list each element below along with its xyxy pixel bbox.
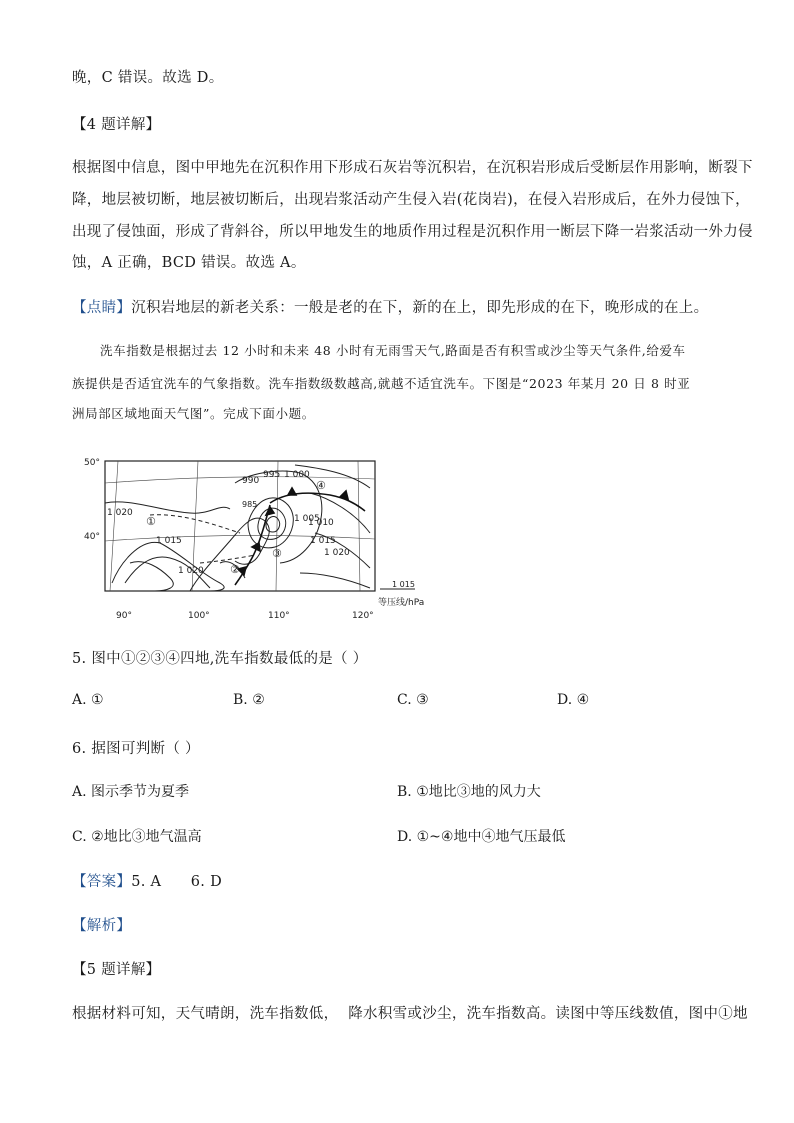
point-4: ④: [316, 479, 326, 492]
q6-stem: 6. 据图可判断（ ）: [72, 741, 200, 757]
q4-heading: 【4 题详解】: [72, 117, 161, 133]
answer-text: 5. A 6. D: [131, 874, 223, 890]
point-1: ①: [146, 515, 156, 528]
tip-line: [72, 296, 708, 317]
isobar-label: 1 020: [107, 508, 133, 518]
lat-label-50: 50°: [84, 458, 100, 468]
isobar-label: 1 020: [178, 566, 204, 576]
legend-value: 1 015: [392, 580, 415, 589]
q5-option-a: A. ①: [72, 692, 104, 708]
q6-option-c: C. ②地比③地气温高: [72, 829, 202, 845]
q4-body-line-2: 降，地层被切断，地层被切断后，出现岩浆活动产生侵入岩(花岗岩)，在侵入岩形成后，在外力侵蚀下，: [72, 192, 750, 208]
q4-body-line-1: 根据图中信息，图中甲地先在沉积作用下形成石灰岩等沉积岩，在沉积岩形成后受断层作用影响，断裂下: [72, 160, 753, 176]
lon-label-110: 110°: [268, 611, 290, 621]
lon-label-90: 90°: [116, 611, 132, 621]
tip-label: 【点睛】: [72, 300, 132, 316]
isobar-label: 990: [242, 476, 260, 486]
isobar-label: 1 020: [324, 548, 350, 558]
material-line-1: 洗车指数是根据过去 12 小时和未来 48 小时有无雨雪天气,路面是否有积雪或沙尘等天气条件,给爱车: [100, 343, 686, 358]
q6-option-a: A. 图示季节为夏季: [72, 784, 190, 800]
isobar-label: 1 015: [156, 536, 182, 546]
answer-line: [72, 870, 222, 891]
q5-option-b: B. ②: [233, 692, 265, 708]
analysis-label: 【解析】: [72, 918, 132, 934]
isobar-label: 1 015: [310, 536, 336, 546]
point-3: ③: [272, 547, 282, 560]
q4-body-line-3: 出现了侵蚀面，形成了背斜谷，所以甲地发生的地质作用过程是沉积作用一断层下降一岩浆活动一外力侵: [72, 224, 753, 240]
parallel-lines: [105, 477, 375, 541]
q4-body-line-4: 蚀，A 正确，BCD 错误。故选 A。: [72, 255, 306, 271]
q6-option-d: D. ①~④地中④地气压最低: [397, 829, 566, 845]
q5-option-d: D. ④: [557, 692, 590, 708]
answer-label: 【答案】: [72, 874, 132, 890]
isobar-label: 985: [242, 500, 258, 509]
isobar-label: 1 010: [308, 518, 334, 528]
tip-text: 沉积岩地层的新老关系：一般是老的在下，新的在上，即先形成的在下，晚形成的在上。: [131, 300, 709, 316]
weather-map: [70, 443, 450, 623]
q5-stem: 5. 图中①②③④四地,洗车指数最低的是（ ）: [72, 651, 368, 667]
point-2: ②: [230, 563, 240, 576]
isobar-label: 1 000: [284, 470, 310, 480]
q6-option-b: B. ①地比③地的风力大: [397, 784, 541, 800]
q5-body: 根据材料可知，天气晴朗，洗车指数低， 降水积雪或沙尘，洗车指数高。读图中等压线数值，图中①地: [72, 1006, 748, 1022]
lat-label-40: 40°: [84, 532, 100, 542]
top-line: 晚，C 错误。故选 D。: [72, 70, 224, 86]
q5-heading: 【5 题详解】: [72, 962, 161, 978]
material-line-3: 洲局部区域地面天气图”。完成下面小题。: [72, 406, 315, 421]
lon-label-120: 120°: [352, 611, 374, 621]
q5-option-c: C. ③: [397, 692, 429, 708]
legend-text: 等压线/hPa: [378, 598, 425, 608]
isobar-label: 995: [263, 470, 281, 480]
lon-label-100: 100°: [188, 611, 210, 621]
isobar-label: 1 005: [294, 514, 320, 524]
material-line-2: 族提供是否适宜洗车的气象指数。洗车指数级数越高,就越不适宜洗车。下图是“2023 年某月 20 日 8 时亚: [72, 376, 691, 391]
